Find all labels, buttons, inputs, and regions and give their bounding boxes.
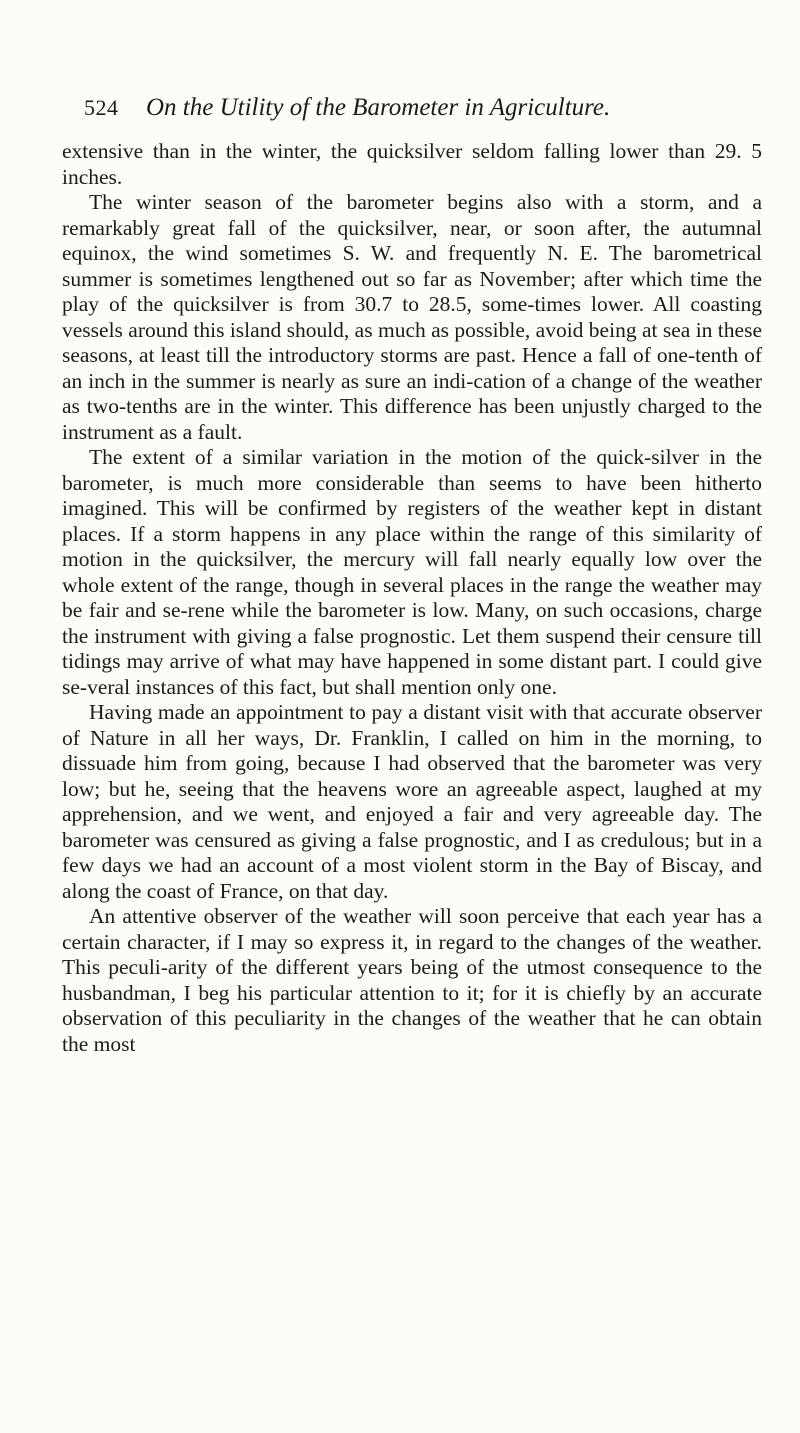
paragraph: The winter season of the barometer begins also with a storm, and a remarkably great fall of the quicksilver, near, or soon after, the autumnal equinox, the wind sometimes S. W. and frequently N. E. The barometrical summer is sometimes lengthened out so far as November; after which time the play of the quicksilver is from 30.7 to 28.5, some-times lower. All coasting vessels around this island should, as much as possible, avoid being at sea in these seasons, at least till the introductory storms are past. Hence a fall of one-tenth of an inch in the summer is nearly as sure an indi-cation of a change of the weather as two-tenths are in the winter. This difference has been unjustly charged to the instrument as a fault. [62,190,762,444]
paragraph: extensive than in the winter, the quicksilver seldom falling lower than 29. 5 inches. [62,139,762,189]
body-text [62,139,762,1057]
paragraph: The extent of a similar variation in the motion of the quick-silver in the barometer, is much more considerable than seems to have been hitherto imagined. This will be confirmed by registers of the weather kept in distant places. If a storm happens in any place within the range of this similarity of motion in the quicksilver, the mercury will fall nearly equally low over the whole extent of the range, though in several places in the range the weather may be fair and se-rene while the barometer is low. Many, on such occasions, charge the instrument with giving a false prognostic. Let them suspend their censure till tidings may arrive of what may have happened in some distant part. I could give se-veral instances of this fact, but shall mention only one. [62,445,762,699]
paragraph: An attentive observer of the weather will soon perceive that each year has a certain character, if I may so express it, in regard to the changes of the weather. This peculi-arity of the different years being of the utmost consequence to the husbandman, I beg his particular attention to it; for it is chiefly by an accurate observation of this peculiarity in the changes of the weather that he can obtain the most [62,904,762,1056]
running-head [84,94,744,130]
page-title: On the Utility of the Barometer in Agriculture. [146,94,611,121]
paragraph: Having made an appointment to pay a distant visit with that accurate observer of Nature in all her ways, Dr. Franklin, I called on him in the morning, to dissuade him from going, because I had observed that the barometer was very low; but he, seeing that the heavens wore an agreeable aspect, laughed at my apprehension, and we went, and enjoyed a fair and very agreeable day. The barometer was censured as giving a false prognostic, and I as credulous; but in a few days we had an account of a most violent storm in the Bay of Biscay, and along the coast of France, on that day. [62,700,762,903]
page-number: 524 [84,95,119,120]
